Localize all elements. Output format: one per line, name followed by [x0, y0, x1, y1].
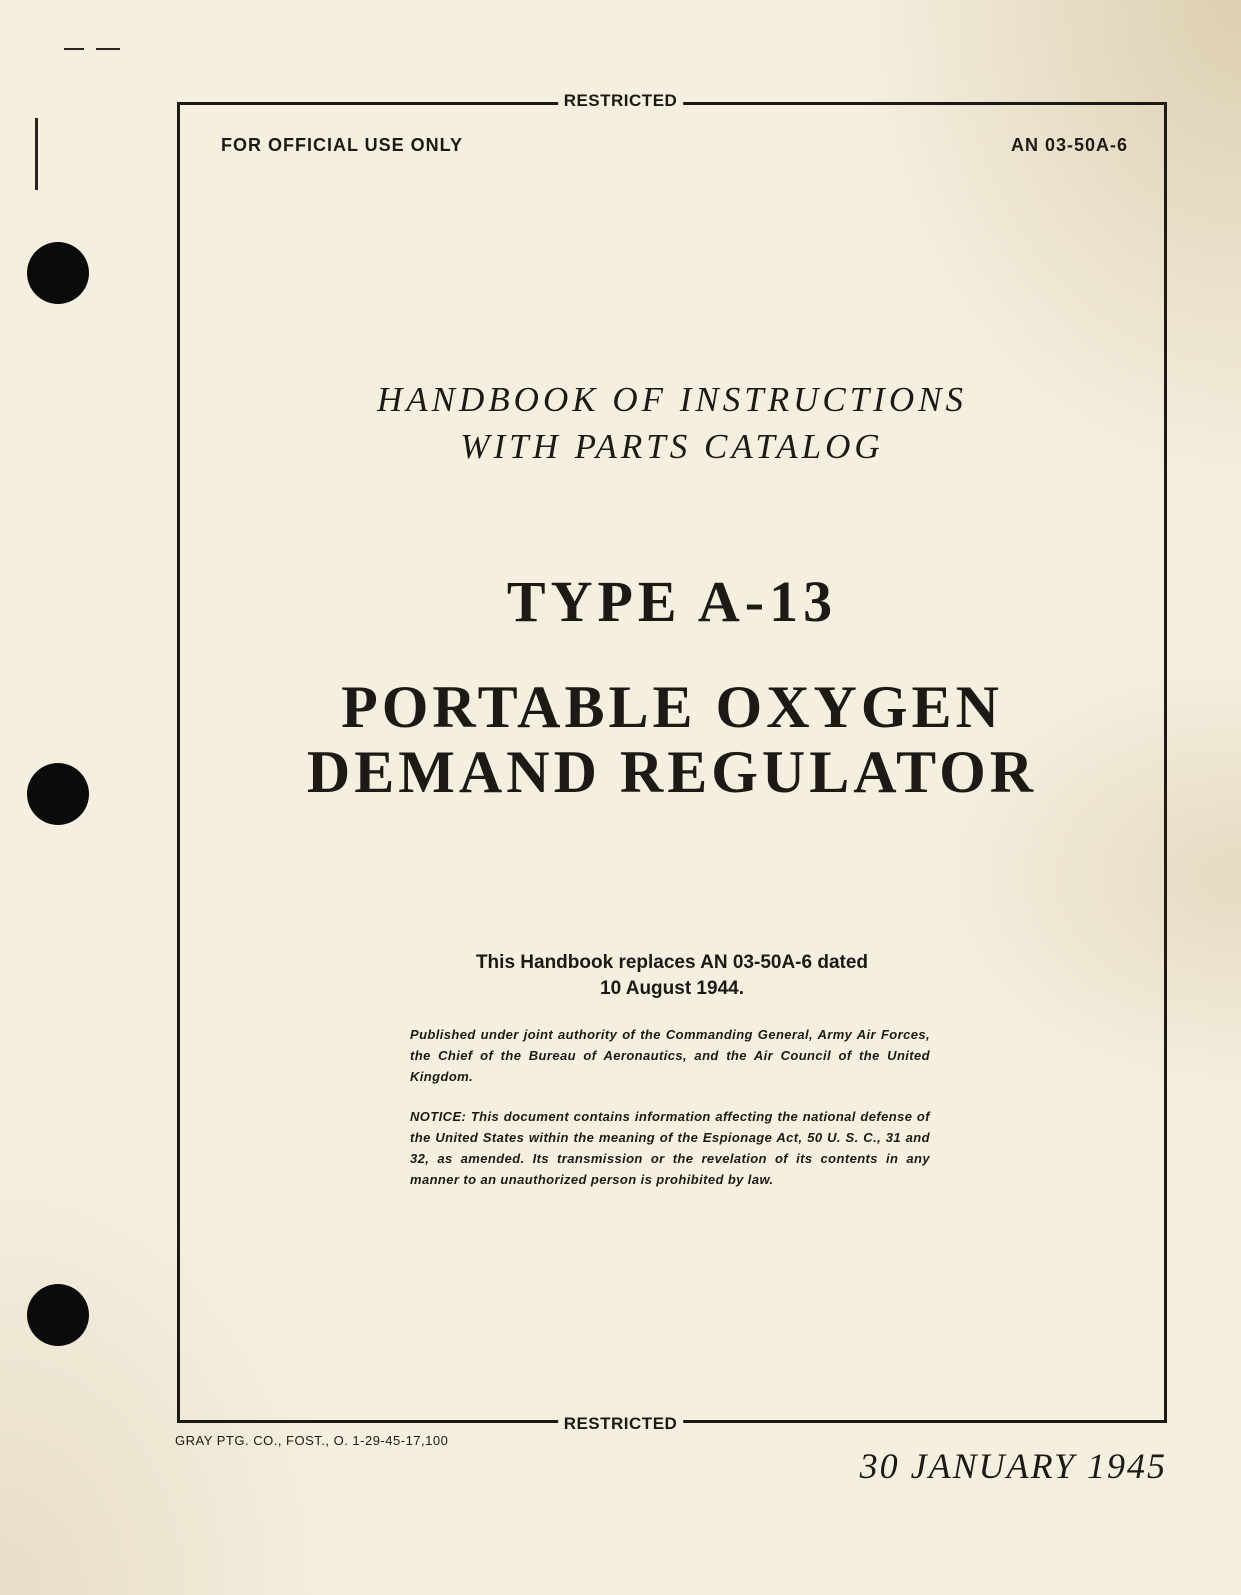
equipment-name-line1: PORTABLE OXYGEN: [341, 674, 1003, 740]
publication-date: 30 JANUARY 1945: [859, 1446, 1167, 1486]
margin-mark: [96, 48, 120, 50]
handbook-title-line1: HANDBOOK OF INSTRUCTIONS: [377, 380, 967, 419]
replacement-line2: 10 August 1944.: [600, 978, 744, 999]
handbook-title-line2: WITH PARTS CATALOG: [460, 427, 884, 466]
equipment-name-line2: DEMAND REGULATOR: [306, 739, 1038, 805]
replacement-line1: This Handbook replaces AN 03-50A-6 dated: [475, 952, 869, 973]
security-notice-paragraph: NOTICE: This document contains information affecting the national defense of the United States within the meaning of the Espionage Act, 50 U. S. C., 31 and 32, as amended. Its transmission or the revelation of its contents in any manner to an unauthorized person is prohibited by law.: [410, 1109, 930, 1187]
margin-mark: [64, 48, 84, 50]
restricted-marking-bottom: RESTRICTED: [558, 1414, 684, 1434]
equipment-type: TYPE A-13: [506, 569, 838, 634]
binder-hole-middle: [27, 763, 89, 825]
binder-hole-top: [27, 242, 89, 304]
official-use-label: FOR OFFICIAL USE ONLY: [221, 135, 464, 155]
document-number: AN 03-50A-6: [1010, 135, 1128, 155]
replacement-notice: [177, 950, 1167, 1002]
printer-imprint: GRAY PTG. CO., FOST., O. 1-29-45-17,100: [175, 1433, 449, 1448]
authority-paragraph: Published under joint authority of the Commanding General, Army Air Forces, the Chief of the Bureau of Aeronautics, and the Air Council of the United Kingdom.: [410, 1027, 930, 1084]
restricted-marking-top: RESTRICTED: [558, 91, 684, 111]
margin-mark: [35, 118, 38, 190]
binder-hole-bottom: [27, 1284, 89, 1346]
